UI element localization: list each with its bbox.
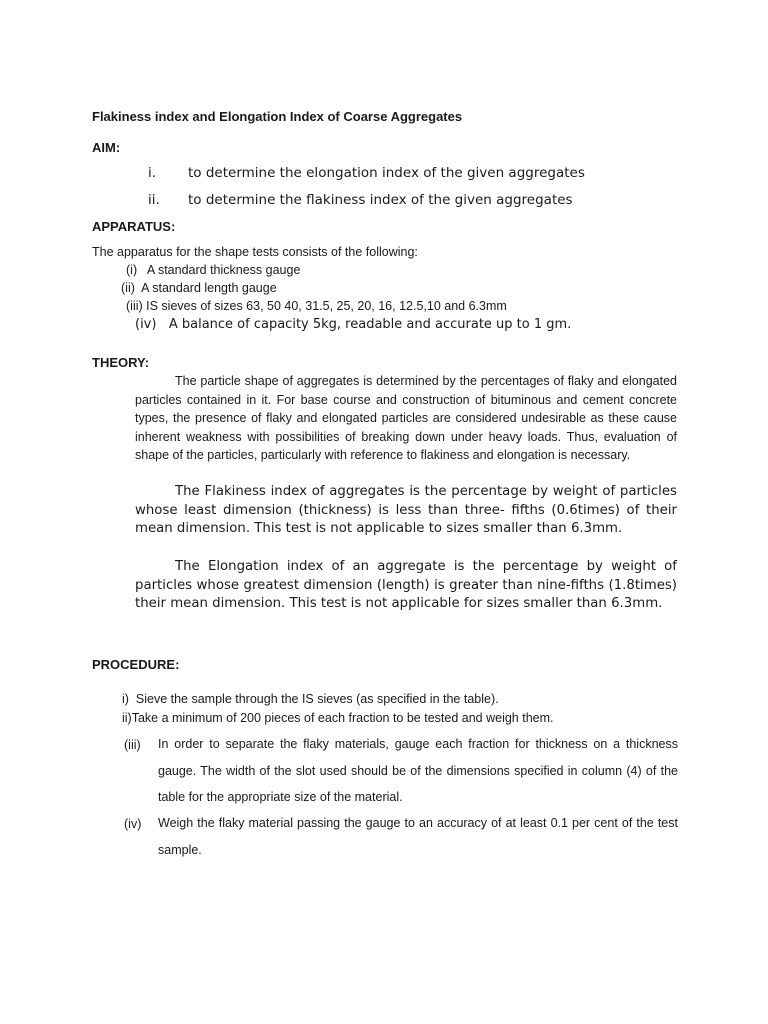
apparatus-item: (ii) A standard length gauge — [121, 281, 277, 295]
aim-item-text: to determine the elongation index of the given aggregates — [188, 165, 585, 181]
aim-heading: AIM: — [92, 140, 121, 155]
procedure-step: In order to separate the flaky materials, gauge each fraction for thickness on a thickness gauge. The width of the slot used should be of the dimensions specified in column (4) of the table for the appropriate size of the material. — [158, 737, 678, 804]
procedure-step-number: (iii) — [124, 738, 141, 752]
procedure-step: ii)Take a minimum of 200 pieces of each fraction to be tested and weigh them. — [122, 711, 554, 725]
apparatus-heading: APPARATUS: — [92, 219, 176, 234]
aim-item-number: i. — [148, 165, 157, 181]
theory-paragraph: The Elongation index of an aggregate is the percentage by weight of particles whose greatest dimension (length) is greater than nine-fifths (1.8times) their mean dimension. This test is not applicable for sizes smaller than 6.3mm. — [135, 559, 677, 612]
aim-item-number: ii. — [148, 192, 160, 208]
procedure-step: Weigh the flaky material passing the gauge to an accuracy of at least 0.1 per cent of the test sample. — [158, 816, 678, 857]
apparatus-item: (i) A standard thickness gauge — [126, 263, 301, 277]
aim-item-text: to determine the flakiness index of the given aggregates — [188, 192, 573, 208]
theory-paragraph: The Flakiness index of aggregates is the percentage by weight of particles whose least dimension (thickness) is less than three- fifths (0.6times) of their mean dimension. This test is not applicable to sizes smaller than 6.3mm. — [135, 484, 677, 537]
apparatus-intro: The apparatus for the shape tests consists of the following: — [92, 245, 418, 259]
theory-heading: THEORY: — [92, 355, 150, 370]
theory-paragraph: The particle shape of aggregates is determined by the percentages of flaky and elongated particles contained in it. For base course and construction of bituminous and cement concrete types, the presence of flaky and elongated particles are considered undesirable as these cause inherent weakness with possibilities of breaking down under heavy loads. Thus, evaluation of shape of the particles, particularly with reference to flakiness and elongation is necessary. — [135, 374, 677, 462]
apparatus-item: (iii) IS sieves of sizes 63, 50 40, 31.5, 25, 20, 16, 12.5,10 and 6.3mm — [126, 299, 507, 313]
document-title: Flakiness index and Elongation Index of Coarse Aggregates — [92, 109, 463, 124]
procedure-step-number: (iv) — [124, 817, 142, 831]
procedure-heading: PROCEDURE: — [92, 657, 180, 672]
procedure-step: i) Sieve the sample through the IS sieves (as specified in the table). — [122, 692, 499, 706]
apparatus-item: (iv) A balance of capacity 5kg, readable and accurate up to 1 gm. — [135, 317, 572, 332]
